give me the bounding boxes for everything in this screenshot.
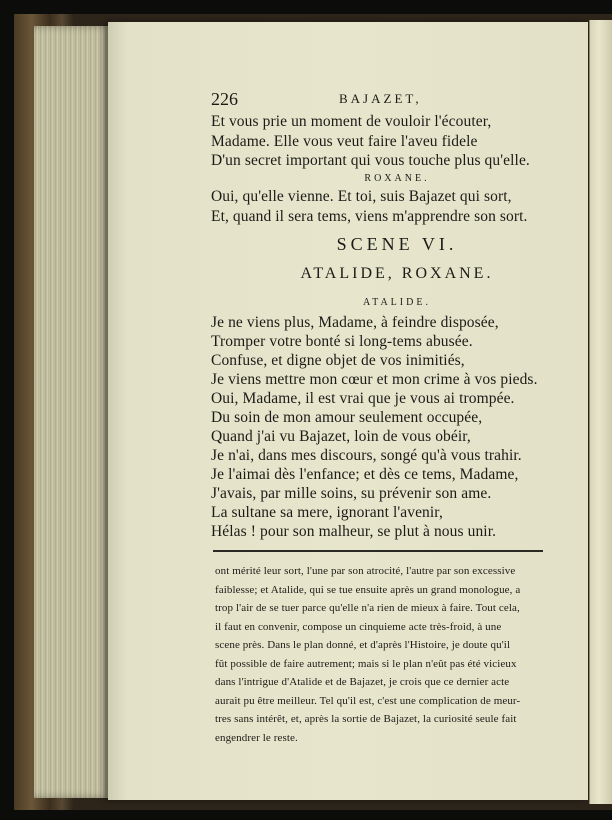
running-title: BAJAZET, bbox=[339, 91, 422, 106]
verse-line: Et vous prie un moment de vouloir l'écouter, bbox=[211, 113, 492, 130]
footnote-line: tres sans intérêt, et, après la sortie de Bajazet, la curiosité seule fait bbox=[215, 713, 517, 725]
footnote-line: faiblesse; et Atalide, qui se tue ensuite après un grand monologue, a bbox=[215, 584, 521, 596]
verse-line: Madame. Elle vous veut faire l'aveu fidele bbox=[211, 133, 478, 150]
footnote-line: il faut en convenir, compose un cinquieme acte très-froid, à une bbox=[215, 621, 502, 633]
verse-line: J'avais, par mille soins, su prévenir son ame. bbox=[211, 485, 492, 502]
footnote-rule bbox=[213, 550, 543, 552]
footnote-line: fût possible de faire autrement; mais si le plan n'eût pas été vicieux bbox=[215, 658, 517, 670]
verse-line: Oui, Madame, il est vrai que je vous ai trompée. bbox=[211, 390, 515, 407]
speaker-name: ATALIDE. bbox=[363, 297, 431, 308]
footnote-line: dans l'intrigue d'Atalide et de Bajazet, je crois que ce dernier acte bbox=[215, 676, 510, 688]
verse-line: Je l'aimai dès l'enfance; et dès ce tems, Madame, bbox=[211, 466, 519, 483]
footnote-line: scene près. Dans le plan donné, et d'après l'Histoire, je doute qu'il bbox=[215, 639, 511, 651]
verse-line: D'un secret important qui vous touche plus qu'elle. bbox=[211, 152, 530, 169]
verse-line: Oui, qu'elle vienne. Et toi, suis Bajazet qui sort, bbox=[211, 188, 512, 205]
verse-line: Confuse, et digne objet de vos inimitiés, bbox=[211, 352, 465, 369]
footnote-line: trop l'air de se tuer parce qu'elle n'a rien de mieux à faire. Tout cela, bbox=[215, 602, 520, 614]
verse-line: Tromper votre bonté si long-tems abusée. bbox=[211, 333, 473, 350]
verse-line: Quand j'ai vu Bajazet, loin de vous obéir, bbox=[211, 428, 471, 445]
scene-characters: ATALIDE, ROXANE. bbox=[300, 265, 494, 282]
footnote-line: aurait pu être meilleur. Tel qu'il est, c'est une complication de meur- bbox=[215, 695, 521, 707]
verse-line: Hélas ! pour son malheur, se plut à nous unir. bbox=[211, 523, 497, 540]
verse-line: Je ne viens plus, Madame, à feindre disposée, bbox=[211, 314, 499, 331]
speaker-name: ROXANE. bbox=[364, 173, 430, 184]
footnote-line: ont mérité leur sort, l'une par son atrocité, l'autre par son excessive bbox=[215, 565, 516, 577]
page-edges-left bbox=[34, 26, 112, 798]
running-header bbox=[211, 89, 583, 111]
verse-line: Je viens mettre mon cœur et mon crime à vos pieds. bbox=[211, 371, 538, 388]
verse-line: Je n'ai, dans mes discours, songé qu'à vous trahir. bbox=[211, 447, 522, 464]
book-page bbox=[108, 22, 588, 800]
verse-line: La sultane sa mere, ignorant l'avenir, bbox=[211, 504, 443, 521]
facing-page-edge bbox=[589, 20, 612, 804]
verse-line: Du soin de mon amour seulement occupée, bbox=[211, 409, 483, 426]
verse-line: Et, quand il sera tems, viens m'apprendre son sort. bbox=[211, 208, 528, 225]
footnote-line: engendrer le reste. bbox=[215, 732, 298, 744]
page-number: 226 bbox=[211, 89, 238, 109]
scene-heading: SCENE VI. bbox=[336, 234, 458, 254]
